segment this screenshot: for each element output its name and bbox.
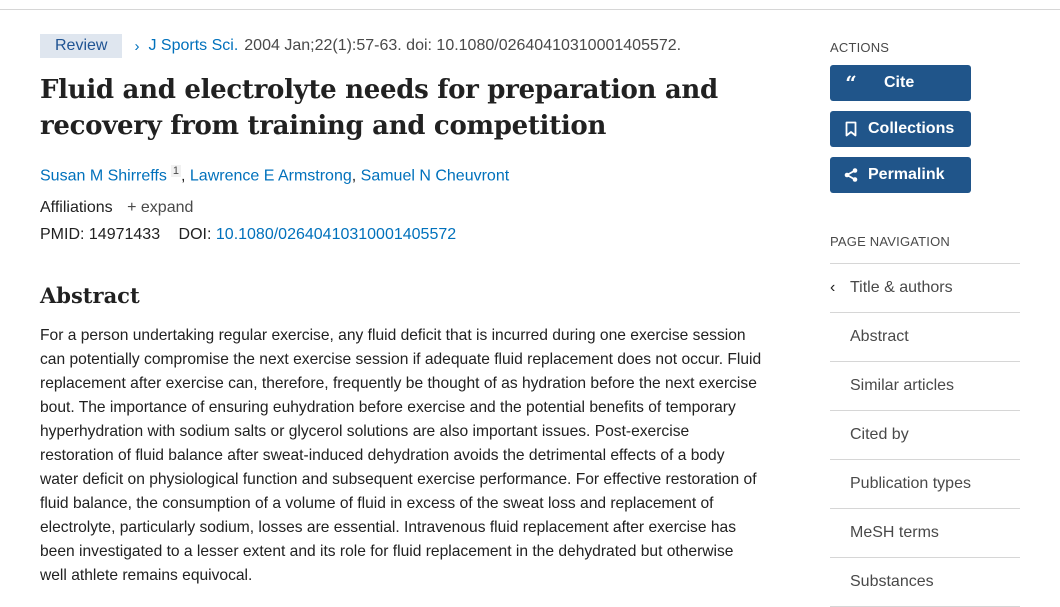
identifiers-row [40, 224, 770, 246]
author-link[interactable]: Samuel N Cheuvront [360, 167, 510, 185]
journal-link[interactable]: J Sports Sci. [148, 37, 239, 54]
sidebar [830, 40, 1020, 607]
doi-label: DOI: [178, 226, 212, 244]
nav-item-cited-by[interactable]: Cited by [830, 411, 1020, 460]
pmid-value: 14971433 [88, 226, 161, 244]
citation-line [40, 34, 770, 58]
page-navigation-label: PAGE NAVIGATION [830, 234, 951, 249]
article-type-badge: Review [40, 34, 122, 58]
nav-item-substances[interactable]: Substances [830, 558, 1020, 607]
share-icon [842, 168, 860, 182]
cite-button[interactable] [830, 65, 971, 101]
permalink-label: Permalink [868, 166, 945, 183]
collections-label: Collections [868, 120, 955, 137]
cite-label: Cite [884, 74, 915, 91]
author-link[interactable]: Lawrence E Armstrong [189, 167, 352, 185]
affiliation-ref[interactable]: 1 [172, 165, 179, 177]
pmid-label: PMID: [40, 226, 85, 244]
citation-info: 2004 Jan;22(1):57-63. doi: 10.1080/02640410310001405572. [244, 37, 682, 54]
nav-item-publication-types[interactable]: Publication types [830, 460, 1020, 509]
chevron-right-icon[interactable]: › [134, 37, 140, 55]
page-navigation [830, 263, 1020, 607]
plus-icon[interactable]: + [127, 199, 137, 217]
quote-icon: “ [845, 71, 857, 95]
nav-item-abstract[interactable]: Abstract [830, 313, 1020, 362]
affiliations-label: Affiliations [40, 199, 113, 217]
article-title: Fluid and electrolyte needs for preparation and recovery from training and competition [40, 75, 718, 141]
expand-affiliations-button[interactable]: expand [140, 199, 194, 217]
article-main [40, 34, 770, 588]
doi-link[interactable]: 10.1080/02640410310001405572 [215, 226, 457, 244]
nav-item-similar-articles[interactable]: Similar articles [830, 362, 1020, 411]
nav-item-title-authors[interactable]: ‹ Title & authors [830, 264, 1020, 313]
permalink-button[interactable] [830, 157, 971, 193]
author-list: Susan M Shirreffs $^1$ , Lawrence E Armstrong, Samuel N Cheuvront [40, 165, 510, 185]
chevron-left-icon: ‹ [830, 279, 836, 296]
bookmark-icon [842, 121, 860, 137]
collections-button[interactable] [830, 111, 971, 147]
affiliations-row [40, 197, 770, 219]
author-link[interactable]: Susan M Shirreffs [40, 167, 167, 185]
header-divider [0, 9, 1060, 10]
abstract-heading: Abstract [40, 283, 140, 309]
nav-item-mesh-terms[interactable]: MeSH terms [830, 509, 1020, 558]
actions-label: ACTIONS [830, 40, 890, 55]
abstract-text: For a person undertaking regular exercise, any fluid deficit that is incurred during one exercise session can potentially compromise the next exercise session if adequate fluid replacement does not occur. Fluid replacement after exercise can, therefore, frequently be thought of as hydration before the next exercise bout. The importance of ensuring euhydration before exercise and the potential benefits of temporary hyperhydration with sodium salts or glycerol solutions are also important issues. Post-exercise restoration of fluid balance after sweat-induced dehydration avoids the detrimental effects of a body water deficit on physiological function and subsequent exercise performance. For effective restoration of fluid balance, the consumption of a volume of fluid in excess of the sweat loss and replacement of electrolyte, particularly sodium, losses are essential. Intravenous fluid replacement after exercise has been investigated to a lesser extent and its role for fluid replacement in the dehydrated but otherwise well athlete remains equivocal. [40, 327, 762, 585]
